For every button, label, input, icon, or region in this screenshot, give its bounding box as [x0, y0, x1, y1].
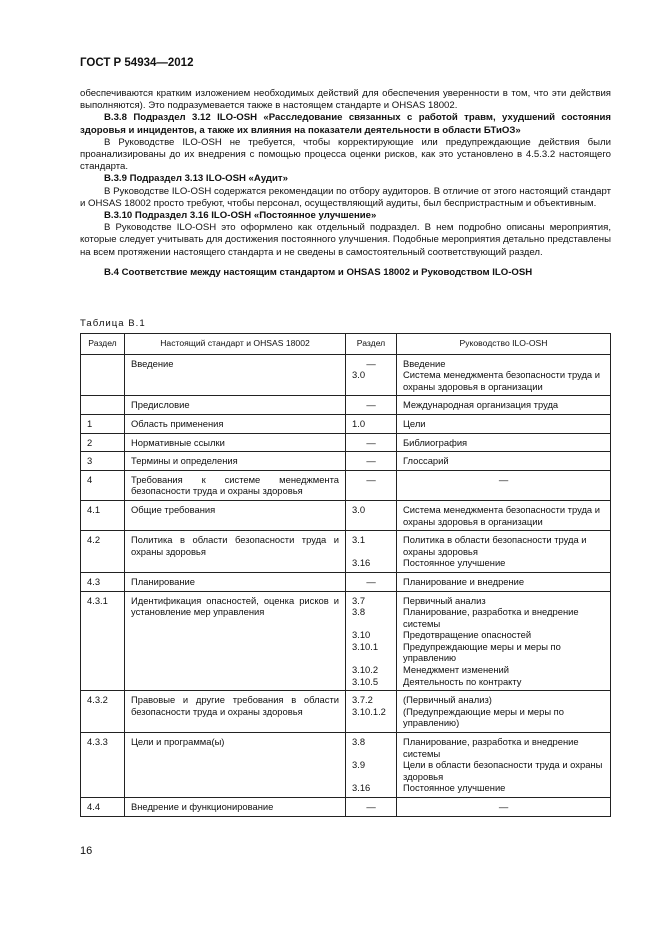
ilo-section-number: 3.16 — [352, 782, 371, 794]
ilo-section-number: 3.8 — [352, 736, 366, 748]
standard-title-cell: Нормативные ссылки — [125, 433, 346, 452]
ilo-section-cell — [346, 691, 397, 733]
ilo-section-number: — — [366, 399, 376, 411]
ilo-title: Система менеджмента безопасности труда и охраны здоровья в организации — [403, 503, 600, 527]
ilo-title: Постоянное улучшение — [403, 557, 506, 569]
ilo-section-number: 3.7 — [352, 594, 366, 606]
ilo-section-cell — [346, 500, 397, 530]
column-header: Руководство ILO-OSH — [397, 334, 611, 355]
ilo-title: Планирование, разработка и внедрение системы — [403, 606, 579, 629]
ilo-title-cell — [397, 396, 611, 415]
standard-title-cell: Политика в области безопасности труда и охраны здоровья — [125, 531, 346, 573]
ilo-title-cell — [397, 470, 611, 500]
table-row — [81, 396, 611, 415]
ilo-title: Глоссарий — [403, 455, 449, 467]
table-row — [81, 572, 611, 591]
ilo-section-cell — [346, 470, 397, 500]
ilo-title-cell — [397, 531, 611, 573]
ilo-title: (Предупреждающие меры и меры по управлению) — [403, 705, 564, 729]
column-header: Раздел — [346, 334, 397, 355]
table-header-row — [81, 334, 611, 355]
section-cell: 4.2 — [81, 531, 125, 573]
ilo-title: Менеджмент изменений — [403, 664, 510, 676]
table-row — [81, 414, 611, 433]
section-cell: 1 — [81, 414, 125, 433]
body-text — [80, 88, 611, 279]
correspondence-table — [80, 333, 611, 817]
ilo-title-cell — [397, 691, 611, 733]
section-cell: 4.3.3 — [81, 733, 125, 798]
column-header: Раздел — [81, 334, 125, 355]
ilo-title: (Первичный анализ) — [403, 694, 492, 706]
standard-title-cell: Идентификация опасностей, оценка рисков и установление мер управления — [125, 591, 346, 691]
ilo-section-cell — [346, 531, 397, 573]
table-row — [81, 354, 611, 396]
ilo-section-number: 3.8 — [352, 606, 366, 618]
standard-title-cell: Планирование — [125, 572, 346, 591]
paragraph: В Руководстве ILO-OSH это оформлено как отдельный подраздел. В нем подробно описаны мероприятия, которые следует учитывать для достижения постоянного улучшения. Подобные мероприятия детально представлены на всем протяжении настоящего стандарта и не сведены в самостоятельный соответствующий раздел. — [80, 222, 611, 258]
standard-title-cell: Требования к системе менеджмента безопасности труда и охраны здоровья — [125, 470, 346, 500]
ilo-section-number: 3.10.5 — [352, 675, 379, 687]
ilo-title: Система менеджмента безопасности труда и охраны здоровья в организации — [403, 369, 600, 392]
ilo-section-number: 3.10.1.2 — [352, 705, 386, 717]
ilo-section-number: 3.1 — [352, 534, 366, 546]
ilo-title-cell — [397, 572, 611, 591]
ilo-section-cell — [346, 396, 397, 415]
standard-title-cell: Правовые и другие требования в области безопасности труда и охраны здоровья — [125, 691, 346, 733]
table-row — [81, 733, 611, 798]
standard-title-cell: Введение — [125, 354, 346, 396]
section-cell: 4.4 — [81, 798, 125, 817]
standard-title-cell: Термины и определения — [125, 452, 346, 471]
section-heading: В.4 Соответствие между настоящим стандартом и OHSAS 18002 и Руководством ILO-OSH — [104, 266, 533, 278]
ilo-title: Планирование, разработка и внедрение системы — [403, 736, 579, 759]
section-cell: 3 — [81, 452, 125, 471]
section-cell: 4.1 — [81, 500, 125, 530]
ilo-section-cell — [346, 733, 397, 798]
ilo-section-number: 3.10.1 — [352, 640, 379, 652]
table-row — [81, 798, 611, 817]
ilo-title-cell — [397, 500, 611, 530]
ilo-title-cell — [397, 798, 611, 817]
ilo-section-number: 3.10.2 — [352, 664, 379, 676]
ilo-section-cell — [346, 354, 397, 396]
paragraph: В Руководстве ILO-OSH содержатся рекомендации по отбору аудиторов. В отличие от этого настоящий стандарт и OHSAS 18002 просто требуют, чтобы персонал, осуществляющий аудиты, был беспристрастным и объективным. — [80, 185, 611, 209]
ilo-section-number: — — [366, 801, 376, 812]
ilo-title-cell — [397, 591, 611, 691]
ilo-title: Предупреждающие меры и меры по управлению — [403, 640, 561, 664]
ilo-section-number: — — [366, 436, 376, 448]
standard-title-cell: Цели и программа(ы) — [125, 733, 346, 798]
table-row — [81, 531, 611, 573]
ilo-section-number: — — [366, 455, 376, 467]
ilo-section-number: 3.7.2 — [352, 694, 373, 706]
section-cell: 4.3.2 — [81, 691, 125, 733]
table-row — [81, 591, 611, 691]
ilo-section-number: — — [366, 357, 376, 369]
ilo-section-number: 3.0 — [352, 369, 366, 381]
ilo-section-number: 3.9 — [352, 759, 366, 771]
ilo-title-cell — [397, 414, 611, 433]
ilo-title: Введение — [403, 357, 446, 369]
column-header: Настоящий стандарт и OHSAS 18002 — [125, 334, 346, 355]
ilo-section-number: — — [366, 575, 376, 587]
ilo-section-cell — [346, 572, 397, 591]
standard-title-cell: Предисловие — [125, 396, 346, 415]
ilo-section-number: 3.10 — [352, 629, 371, 641]
paragraph: обеспечиваются кратким изложением необходимых действий для обеспечения уверенности в том, что эти действия выполняются). Это подразумевается также в настоящем стандарте и OHSAS 18002. — [80, 88, 611, 112]
ilo-title: — — [498, 801, 509, 812]
section-cell — [81, 396, 125, 415]
ilo-title: Первичный анализ — [403, 594, 486, 606]
ilo-title: Библиография — [403, 436, 468, 448]
table-row — [81, 433, 611, 452]
ilo-title: Международная организация труда — [403, 399, 559, 411]
ilo-section-cell — [346, 433, 397, 452]
ilo-title: Цели — [403, 417, 426, 429]
standard-title-cell: Внедрение и функционирование — [125, 798, 346, 817]
section-cell: 4 — [81, 470, 125, 500]
table-caption: Таблица В.1 — [80, 318, 146, 329]
paragraph: В Руководстве ILO-OSH не требуется, чтобы корректирующие или предупреждающие действия были проанализированы до их внедрения с помощью процесса оценки рисков, как это установлено в 4.5.3.2 настоящего стандарта. — [80, 136, 611, 173]
ilo-title: Политика в области безопасности труда и охраны здоровья — [403, 534, 587, 557]
ilo-section-number: — — [366, 473, 376, 485]
ilo-section-cell — [346, 452, 397, 471]
table-row — [81, 452, 611, 471]
ilo-title: Предотвращение опасностей — [403, 629, 532, 641]
ilo-section-number: 3.16 — [352, 557, 371, 569]
section-cell — [81, 354, 125, 396]
document-header: ГОСТ Р 54934—2012 — [80, 57, 194, 69]
standard-title-cell: Общие требования — [125, 500, 346, 530]
ilo-section-cell — [346, 591, 397, 691]
ilo-title: — — [498, 473, 509, 485]
ilo-section-number: 1.0 — [352, 417, 366, 429]
subsection-heading: В.3.8 Подраздел 3.12 ILO-OSH «Расследование связанных с работой травм, ухудшений состояния здоровья и инцидентов, а также их влияния на показатели деятельности в области БТиОЗ» — [80, 112, 611, 136]
section-cell: 4.3 — [81, 572, 125, 591]
table-row — [81, 691, 611, 733]
ilo-section-cell — [346, 414, 397, 433]
standard-title-cell: Область применения — [125, 414, 346, 433]
ilo-section-number: 3.0 — [352, 503, 366, 515]
page-number: 16 — [80, 845, 93, 857]
ilo-title-cell — [397, 433, 611, 452]
ilo-title-cell — [397, 354, 611, 396]
ilo-title-cell — [397, 733, 611, 798]
ilo-title: Цели в области безопасности труда и охраны здоровья — [403, 759, 603, 782]
ilo-title: Планирование и внедрение — [403, 575, 525, 587]
subsection-heading: В.3.10 Подраздел 3.16 ILO-OSH «Постоянное улучшение» — [104, 210, 377, 222]
table-row — [81, 500, 611, 530]
section-cell: 4.3.1 — [81, 591, 125, 691]
section-cell: 2 — [81, 433, 125, 452]
ilo-title: Постоянное улучшение — [403, 782, 506, 794]
ilo-section-cell — [346, 798, 397, 817]
ilo-title-cell — [397, 452, 611, 471]
subsection-heading: В.3.9 Подраздел 3.13 ILO-OSH «Аудит» — [104, 173, 288, 185]
table-row — [81, 470, 611, 500]
ilo-title: Деятельность по контракту — [403, 675, 522, 687]
